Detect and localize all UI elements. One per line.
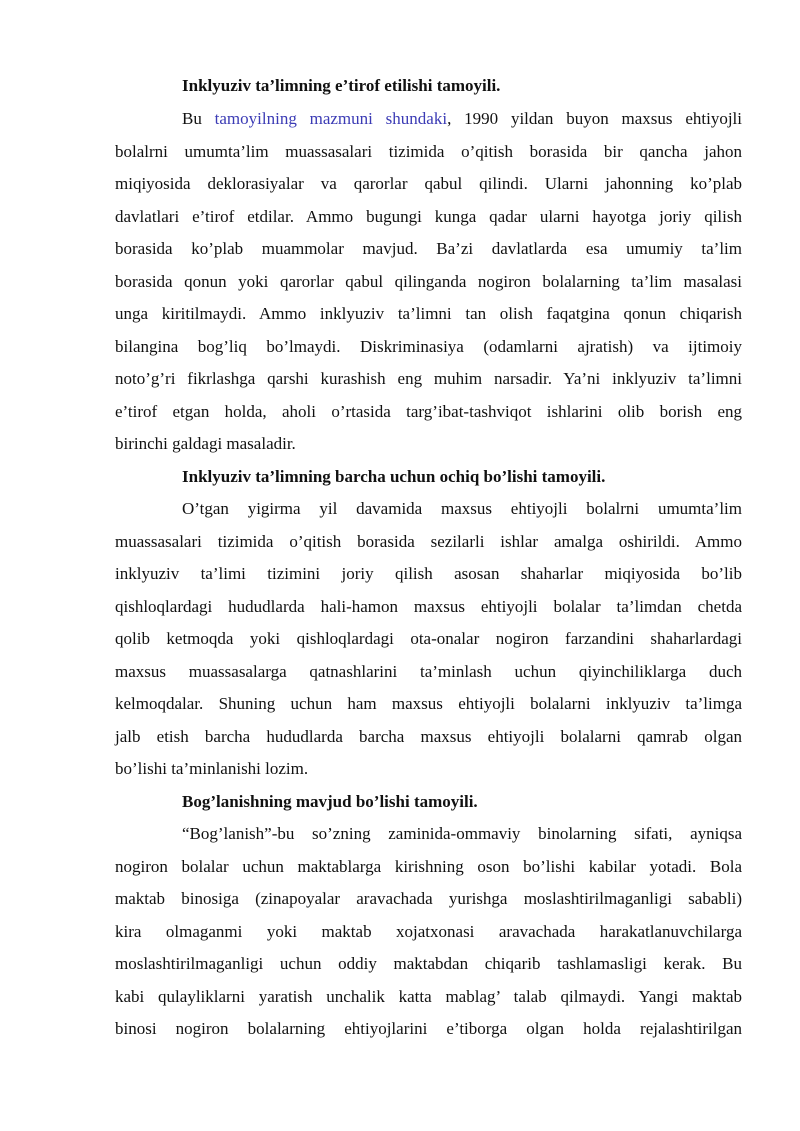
paragraph-text: Bu	[182, 109, 215, 128]
section-heading: Bog’lanishning mavjud bo’lishi tamoyili.	[182, 792, 478, 811]
paragraph-line: jalb etish barcha hududlarda barcha maxsus ehtiyojli bolalarni qamrab olgan	[115, 727, 742, 746]
paragraph-line	[182, 107, 742, 131]
paragraph-line: miqiyosida deklorasiyalar va qarorlar qabul qilindi. Ularni jahonning ko’plab	[115, 174, 742, 193]
paragraph-line: kelmoqdalar. Shuning uchun ham maxsus ehtiyojli bolalarni inklyuziv ta’limga	[115, 694, 742, 713]
paragraph-line: O’tgan yigirma yil davamida maxsus ehtiyojli bolalrni umumta’lim	[182, 499, 742, 518]
paragraph-line: e’tirof etgan holda, aholi o’rtasida targ’ibat-tashviqot ishlarini olib borish eng	[115, 402, 742, 421]
paragraph-line: moslashtirilmaganligi uchun oddiy maktabdan chiqarib tashlamasligi kerak. Bu	[115, 954, 742, 973]
paragraph-line: maktab binosiga (zinapoyalar aravachada yurishga moslashtirilmaganligi sababli)	[115, 889, 742, 908]
paragraph-line: davlatlari e’tirof etdilar. Ammo bugungi kunga qadar ularni hayotga joriy qilish	[115, 207, 742, 226]
paragraph-line: bilangina bog’liq bo’lmaydi. Diskriminasiya (odamlarni ajratish) va ijtimoiy	[115, 337, 742, 356]
paragraph-line: birinchi galdagi masaladir.	[115, 434, 296, 453]
paragraph-line: “Bog’lanish”-bu so’zning zaminida-ommaviy binolarning sifati, ayniqsa	[182, 824, 742, 843]
paragraph-line: borasida qonun yoki qarorlar qabul qilinganda nogiron bolalarning ta’lim masalasi	[115, 272, 742, 291]
inline-link[interactable]: tamoyilning mazmuni shundaki	[214, 109, 448, 128]
paragraph-text: , 1990 yildan buyon maxsus ehtiyojli	[447, 109, 743, 128]
paragraph-line: maxsus muassasalarga qatnashlarini ta’minlash uchun qiyinchiliklarga duch	[115, 662, 742, 681]
paragraph-line: qishloqlardagi hududlarda hali-hamon maxsus ehtiyojli bolalar ta’limdan chetda	[115, 597, 742, 616]
paragraph-line: kabi qulayliklarni yaratish unchalik katta mablag’ talab qilmaydi. Yangi maktab	[115, 987, 742, 1006]
paragraph-line: kira olmaganmi yoki maktab xojatxonasi aravachada harakatlanuvchilarga	[115, 922, 742, 941]
paragraph-line: binosi nogiron bolalarning ehtiyojlarini e’tiborga olgan holda rejalashtirilgan	[115, 1019, 742, 1038]
paragraph-line: borasida ko’plab muammolar mavjud. Ba’zi davlatlarda esa umumiy ta’lim	[115, 239, 742, 258]
paragraph-line: bo’lishi ta’minlanishi lozim.	[115, 759, 309, 778]
paragraph-line: unga kiritilmaydi. Ammo inklyuziv ta’limni tan olish faqatgina qonun chiqarish	[115, 304, 742, 323]
paragraph-line: inklyuziv ta’limi tizimini joriy qilish asosan shaharlar miqiyosida bo’lib	[115, 564, 742, 583]
paragraph-line: muassasalari tizimida o’qitish borasida sezilarli ishlar amalga oshirildi. Ammo	[115, 532, 742, 551]
section-heading: Inklyuziv ta’limning e’tirof etilishi tamoyili.	[182, 76, 501, 95]
paragraph-line: qolib ketmoqda yoki qishloqlardagi ota-onalar nogiron farzandini shaharlardagi	[115, 629, 742, 648]
section-heading: Inklyuziv ta’limning barcha uchun ochiq bo’lishi tamoyili.	[182, 467, 606, 486]
paragraph-line: bolalrni umumta’lim muassasalari tizimida o’qitish borasida bir qancha jahon	[115, 142, 742, 161]
paragraph-line: noto’g’ri fikrlashga qarshi kurashish eng muhim narsadir. Ya’ni inklyuziv ta’limni	[115, 369, 742, 388]
paragraph-line: nogiron bolalar uchun maktablarga kirishning oson bo’lishi kabilar yotadi. Bola	[115, 857, 742, 876]
